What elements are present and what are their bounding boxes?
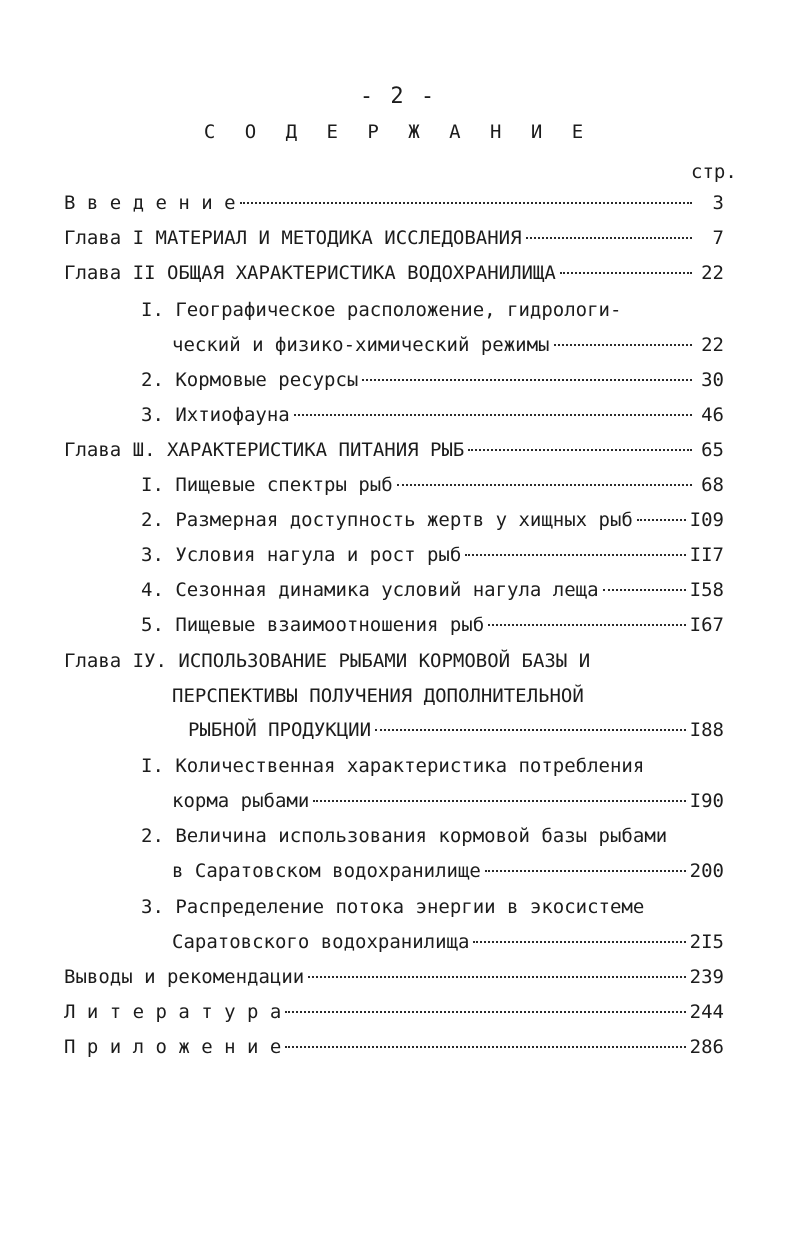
toc-entry-text: I. Пищевые спектры рыб	[141, 474, 393, 496]
toc-leader	[285, 1011, 685, 1013]
toc-entry	[172, 331, 724, 359]
toc-entry-page: 7	[712, 227, 724, 249]
toc-entry	[141, 471, 724, 499]
toc-entry-text: в Саратовском водохранилище	[172, 860, 481, 882]
toc-entry-page: 2I5	[689, 931, 724, 953]
toc-leader	[560, 272, 692, 274]
toc-entry	[141, 611, 724, 639]
toc-leader	[313, 800, 685, 802]
toc-entry-page: 200	[689, 860, 724, 882]
toc-entry-text: 4. Сезонная динамика условий нагула леща	[141, 579, 599, 601]
toc-entry-text: В в е д е н и е	[64, 192, 236, 214]
toc-entry-text: Глава Ш. ХАРАКТЕРИСТИКА ПИТАНИЯ РЫБ	[64, 439, 465, 461]
toc-entry-text: П р и л о ж е н и е	[64, 1036, 282, 1058]
toc-entry-page: I67	[689, 614, 724, 636]
toc-entry-text: 2. Кормовые ресурсы	[141, 369, 359, 391]
toc-leader	[485, 870, 686, 872]
page-title: С О Д Е Р Ж А Н И Е	[203, 121, 593, 143]
toc-entry	[141, 366, 724, 394]
toc-leader	[468, 449, 692, 451]
toc-leader	[375, 729, 686, 731]
toc-entry	[141, 893, 724, 921]
toc-entry-page: 30	[701, 369, 724, 391]
page-number: - 2 -	[359, 84, 437, 109]
toc-leader	[294, 414, 692, 416]
toc-entry-text: корма рыбами	[172, 790, 310, 812]
toc-entry-text: Выводы и рекомендации	[64, 966, 305, 988]
toc-entry-page: 68	[701, 474, 724, 496]
toc-entry	[172, 787, 724, 815]
toc-entry	[172, 682, 724, 710]
toc-entry-text: ческий и физико-химический режимы	[172, 334, 550, 356]
toc-entry-page: 22	[701, 334, 724, 356]
toc-leader	[473, 941, 685, 943]
toc-entry	[141, 541, 724, 569]
toc-entry-text: Глава I МАТЕРИАЛ И МЕТОДИКА ИССЛЕДОВАНИЯ	[64, 227, 522, 249]
toc-leader	[603, 589, 686, 591]
toc-entry-text: 5. Пищевые взаимоотношения рыб	[141, 614, 485, 636]
toc-entry-page: 286	[689, 1036, 724, 1058]
toc-leader	[362, 379, 692, 381]
page-column-label: стр.	[691, 161, 737, 183]
toc-entry	[141, 401, 724, 429]
toc-leader	[285, 1046, 685, 1048]
toc-entry	[64, 224, 724, 252]
toc-entry-page: II7	[689, 544, 724, 566]
toc-entry	[64, 647, 724, 675]
toc-entry-text: РЫБНОЙ ПРОДУКЦИИ	[188, 719, 372, 741]
toc-entry-text: Л и т е р а т у р а	[64, 1001, 282, 1023]
toc-entry-text: I. Количественная характеристика потребления	[141, 755, 645, 777]
toc-entry-page: I58	[689, 579, 724, 601]
toc-entry	[64, 189, 724, 217]
toc-entry-page: 65	[701, 439, 724, 461]
toc-entry	[172, 928, 724, 956]
toc-entry-page: 244	[689, 1001, 724, 1023]
toc-leader	[554, 344, 693, 346]
toc-entry-text: ПЕРСПЕКТИВЫ ПОЛУЧЕНИЯ ДОПОЛНИТЕЛЬНОЙ	[172, 685, 584, 707]
toc-leader	[637, 519, 686, 521]
toc-entry	[141, 752, 724, 780]
toc-leader	[240, 202, 692, 204]
toc-entry	[141, 506, 724, 534]
toc-entry	[188, 716, 724, 744]
toc-entry	[172, 857, 724, 885]
toc-entry-text: 2. Размерная доступность жертв у хищных рыб	[141, 509, 633, 531]
toc-entry-text: 3. Условия нагула и рост рыб	[141, 544, 462, 566]
toc-entry-text: Глава IУ. ИСПОЛЬЗОВАНИЕ РЫБАМИ КОРМОВОЙ БАЗЫ И	[64, 650, 591, 672]
toc-entry-page: 46	[701, 404, 724, 426]
toc-entry	[141, 296, 724, 324]
toc-entry	[64, 1033, 724, 1061]
toc-entry-page: I88	[689, 719, 724, 741]
toc-entry	[64, 963, 724, 991]
toc-leader	[397, 484, 692, 486]
toc-entry-page: I90	[689, 790, 724, 812]
toc-leader	[488, 624, 686, 626]
toc-leader	[308, 976, 685, 978]
toc-entry-page: I09	[689, 509, 724, 531]
toc-entry-page: 3	[712, 192, 724, 214]
toc-entry-page: 239	[689, 966, 724, 988]
toc-entry	[141, 822, 724, 850]
toc-entry	[64, 998, 724, 1026]
toc-leader	[526, 237, 692, 239]
toc-entry-text: 3. Распределение потока энергии в экосистеме	[141, 896, 645, 918]
toc-entry	[64, 436, 724, 464]
toc-entry-text: 3. Ихтиофауна	[141, 404, 290, 426]
toc-entry-text: 2. Величина использования кормовой базы рыбами	[141, 825, 668, 847]
toc-entry	[64, 259, 724, 287]
toc-entry-text: Саратовского водохранилища	[172, 931, 470, 953]
toc-entry-text: I. Географическое расположение, гидрологи-	[141, 299, 622, 321]
toc-leader	[465, 554, 685, 556]
toc-entry	[141, 576, 724, 604]
toc-entry-page: 22	[701, 262, 724, 284]
toc-entry-text: Глава II ОБЩАЯ ХАРАКТЕРИСТИКА ВОДОХРАНИЛИЩА	[64, 262, 556, 284]
